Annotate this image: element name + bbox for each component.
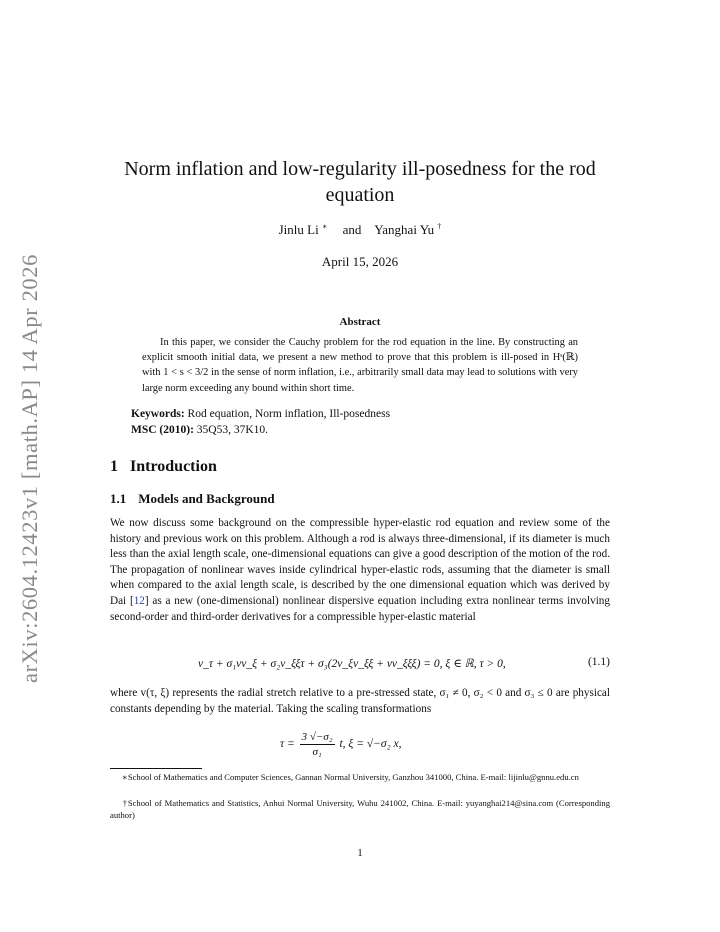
equation-formula: v_τ + σ₁vv_ξ + σ₂v_ξξτ + σ₃(2v_ξv_ξξ + vv_ξξξ) = 0, ξ ∈ ℝ, τ > 0, — [198, 658, 506, 670]
author-name[interactable]: Yanghai Yu — [374, 222, 435, 237]
equation-scaling — [110, 730, 610, 764]
footnote-marker[interactable]: ∗ — [321, 222, 328, 231]
subsection-title: Models and Background — [138, 491, 275, 506]
footnote-affiliation-2 — [110, 797, 610, 821]
author-line — [0, 222, 720, 238]
equation-number: (1.1) — [587, 656, 610, 668]
footnote-rule — [110, 768, 202, 769]
paragraph-text: ] as a new (one-dimensional) nonlinear dispersive equation including extra nonlinear terms involving second-order and third-order derivatives for a compressible hyper-elastic material — [110, 594, 610, 623]
subsection-heading — [110, 491, 275, 507]
abstract-heading: Abstract — [339, 316, 381, 328]
author-name[interactable]: Jinlu Li — [278, 222, 319, 237]
fraction — [300, 730, 335, 759]
footnote-text: †School of Mathematics and Statistics, Anhui Normal University, Wuhu 241002, China. E-mail: yuyanghai214@sina.com (Corresponding author) — [110, 798, 610, 820]
abstract-text: In this paper, we consider the Cauchy problem for the rod equation in the line. By constructing an explicit smooth initial data, we present a new method to prove that this problem is ill-posed in Hˢ(ℝ) with 1 < s < 3/2 in the sense of norm inflation, i.e., arbitrarily small data may lead to solutions with very large norm exceeding any bound within short time. — [142, 337, 578, 394]
section-heading — [110, 458, 217, 476]
citation-link[interactable]: 12 — [133, 594, 145, 607]
explanation-paragraph: where v(τ, ξ) represents the radial stretch relative to a pre-stressed state, σ₁ ≠ 0, σ₂ < 0 and σ₃ ≤ 0 are physical constants depending by the material. Taking the scaling transformations — [110, 687, 610, 715]
scaling-rest: t, ξ = √−σ₂ x, — [339, 738, 402, 751]
fraction-denominator: σ₁ — [312, 746, 322, 758]
scaling-tau: τ = — [280, 738, 295, 751]
paragraph-text: We now discuss some background on the compressible hyper-elastic rod equation and review some of the history and previous work on this problem. Although a rod is always three-dimensional, if its diameter is much less than the axial length scale, one-dimensional equations can give a good description of the motion of the rod. The propagation of nonlinear waves inside cylindrical hyper-elastic rods, assuming that the diameter is small when compared to the axial length scale, is described by the one dimensional equation which was derived by Dai [ — [110, 517, 610, 607]
msc-line — [131, 422, 390, 438]
keywords-label: Keywords: — [131, 408, 185, 420]
keywords-value: Rod equation, Norm inflation, Ill-posedness — [187, 408, 391, 420]
scaling-formula — [280, 730, 401, 759]
subsection-number: 1.1 — [110, 491, 127, 506]
arxiv-identifier-stamp: arXiv:2604.12423v1 [math.AP] 14 Apr 2026 — [17, 254, 42, 683]
page-number: 1 — [357, 847, 363, 859]
section-title: Introduction — [130, 458, 217, 475]
intro-paragraph — [110, 516, 610, 625]
keywords-line — [131, 406, 390, 422]
msc-label: MSC (2010): — [131, 424, 194, 436]
section-number: 1 — [110, 458, 118, 475]
footnote-affiliation-1 — [110, 771, 610, 783]
fraction-numerator: 3 √−σ₂ — [301, 731, 333, 743]
publication-date: April 15, 2026 — [321, 254, 399, 269]
footnote-text: ∗School of Mathematics and Computer Sciences, Gannan Normal University, Ganzhou 341000, China. E-mail: lijinlu@gnnu.edu.cn — [122, 772, 579, 782]
msc-value: 35Q53, 37K10. — [196, 424, 269, 436]
footnote-marker[interactable]: † — [437, 222, 442, 231]
author-conjunction: and — [342, 222, 362, 237]
keywords-block — [131, 406, 390, 438]
paper-title: Norm inflation and low-regularity ill-posedness for the rod equation — [124, 158, 596, 206]
